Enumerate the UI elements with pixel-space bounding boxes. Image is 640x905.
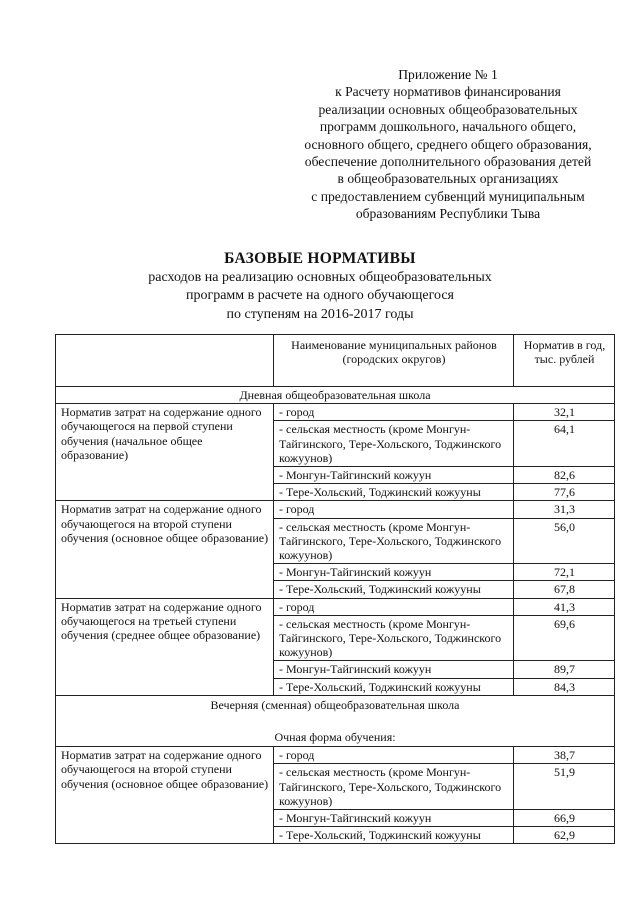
normatives-table xyxy=(55,334,615,844)
section-row-day xyxy=(56,387,615,404)
value-cell: 66,9 xyxy=(514,810,615,827)
header-cell-empty xyxy=(56,335,274,387)
appendix-line: к Расчету нормативов финансирования xyxy=(335,84,561,100)
value-cell: 89,7 xyxy=(514,661,615,678)
appendix-line: реализации основных общеобразовательных xyxy=(318,101,578,117)
value-cell: 82,6 xyxy=(514,467,615,484)
area-cell: - Монгун-Тайгинский кожуун xyxy=(274,467,514,484)
area-cell: - Монгун-Тайгинский кожуун xyxy=(274,564,514,581)
value-cell: 56,0 xyxy=(514,518,615,564)
area-cell: - сельская местность (кроме Монгун-Тайгинского, Тере-Хольского, Тоджинского кожуунов) xyxy=(274,421,514,467)
table-row xyxy=(56,501,615,518)
value-cell: 69,6 xyxy=(514,615,615,661)
subtitle-line: по ступеням на 2016-2017 годы xyxy=(226,306,414,322)
area-cell: - город xyxy=(274,404,514,421)
appendix-line: основного общего, среднего общего образования, xyxy=(304,136,592,152)
appendix-line: Приложение № 1 xyxy=(398,67,498,82)
section-title-day: Дневная общеобразовательная школа xyxy=(56,387,615,404)
header-cell-area: Наименование муниципальных районов (городских округов) xyxy=(274,335,514,387)
area-cell: - город xyxy=(274,598,514,615)
header-cell-value: Норматив в год, тыс. рублей xyxy=(514,335,615,387)
appendix-block xyxy=(283,66,613,223)
group-description: Норматив затрат на содержание одного обучающегося на второй ступени обучения (основное общее образование) xyxy=(56,501,274,598)
group-description: Норматив затрат на содержание одного обучающегося на второй ступени обучения (основное общее образование) xyxy=(56,747,274,844)
group-description: Норматив затрат на содержание одного обучающегося на первой ступени обучения (начальное общее образование) xyxy=(56,404,274,501)
document-title: БАЗОВЫЕ НОРМАТИВЫ xyxy=(224,250,416,267)
appendix-line: в общеобразовательных организациях xyxy=(337,171,559,187)
area-cell: - сельская местность (кроме Монгун-Тайгинского, Тере-Хольского, Тоджинского кожуунов) xyxy=(274,764,514,810)
subtitle-line: расходов на реализацию основных общеобразовательных xyxy=(148,270,492,285)
group-description: Норматив затрат на содержание одного обучающегося на третьей ступени обучения (среднее общее образование) xyxy=(56,598,274,695)
value-cell: 67,8 xyxy=(514,581,615,598)
value-cell: 41,3 xyxy=(514,598,615,615)
value-cell: 72,1 xyxy=(514,564,615,581)
area-cell: - город xyxy=(274,501,514,518)
table-row xyxy=(56,598,615,615)
table-row xyxy=(56,747,615,764)
area-cell: - Тере-Хольский, Тоджинский кожууны xyxy=(274,581,514,598)
appendix-line: образованиям Республики Тыва xyxy=(355,206,541,222)
section-title-evening: Вечерняя (сменная) общеобразовательная школа xyxy=(210,697,460,712)
value-cell: 77,6 xyxy=(514,484,615,501)
area-cell: - сельская местность (кроме Монгун-Тайгинского, Тере-Хольского, Тоджинского кожуунов) xyxy=(274,518,514,564)
section-evening-cell xyxy=(56,695,615,746)
table-header-row xyxy=(56,335,615,387)
area-cell: - Тере-Хольский, Тоджинский кожууны xyxy=(274,484,514,501)
table-row xyxy=(56,404,615,421)
value-cell: 62,9 xyxy=(514,827,615,844)
area-cell: - город xyxy=(274,747,514,764)
value-cell: 64,1 xyxy=(514,421,615,467)
area-cell: - сельская местность (кроме Монгун-Тайгинского, Тере-Хольского, Тоджинского кожуунов) xyxy=(274,615,514,661)
area-cell: - Монгун-Тайгинский кожуун xyxy=(274,661,514,678)
value-cell: 51,9 xyxy=(514,764,615,810)
area-cell: - Тере-Хольский, Тоджинский кожууны xyxy=(274,678,514,695)
appendix-line: программ дошкольного, начального общего, xyxy=(319,119,577,135)
value-cell: 84,3 xyxy=(514,678,615,695)
appendix-line: с предоставлением субвенций муниципальным xyxy=(311,188,585,204)
section-row-evening xyxy=(56,695,615,746)
section-subtitle-evening: Очная форма обучения: xyxy=(274,730,396,745)
subtitle-line: программ в расчете на одного обучающегося xyxy=(185,288,455,304)
value-cell: 38,7 xyxy=(514,747,615,764)
area-cell: - Монгун-Тайгинский кожуун xyxy=(274,810,514,827)
document-subtitle xyxy=(0,269,640,324)
area-cell: - Тере-Хольский, Тоджинский кожууны xyxy=(274,827,514,844)
appendix-line: обеспечение дополнительного образования детей xyxy=(304,154,592,170)
value-cell: 32,1 xyxy=(514,404,615,421)
value-cell: 31,3 xyxy=(514,501,615,518)
